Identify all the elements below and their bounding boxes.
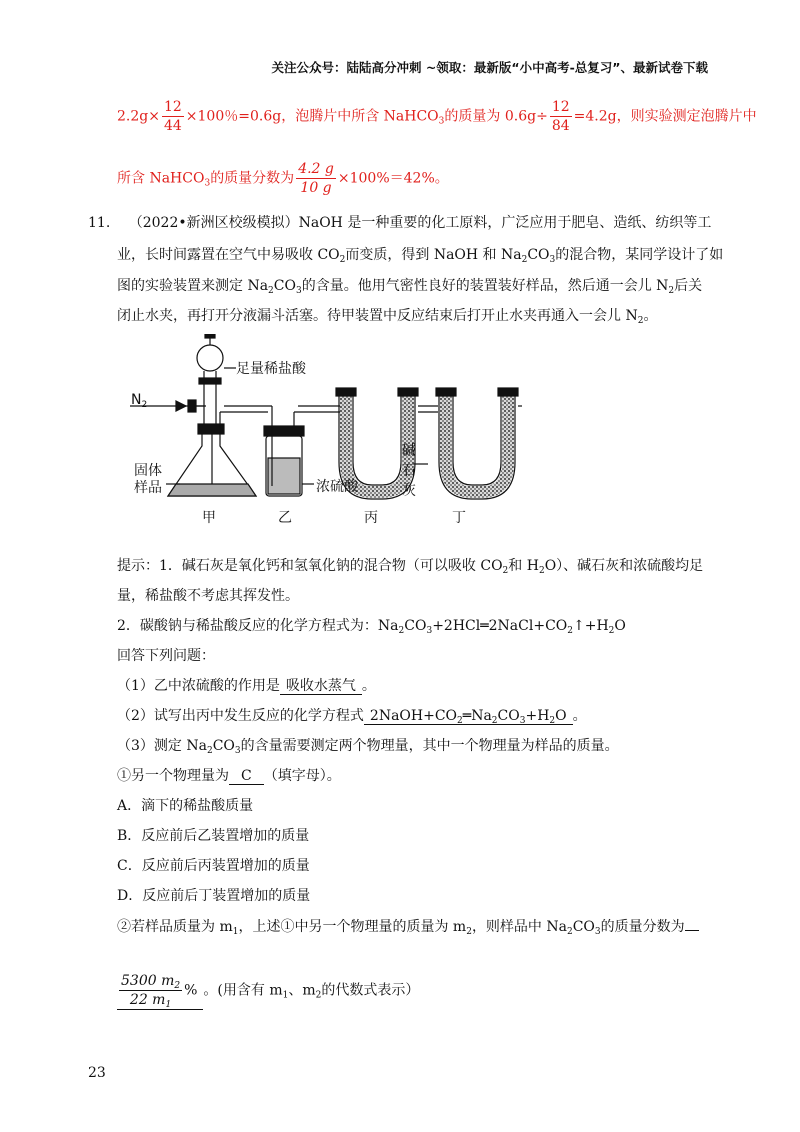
answer-blank: 吸收水蒸气 xyxy=(280,678,362,695)
h2so4-label: 浓硫酸 xyxy=(316,479,358,495)
n2-label: $N_2$ xyxy=(131,392,148,410)
option-a: A．滴下的稀盐酸质量 xyxy=(117,798,254,814)
sub-question-2: （2）试写出丙中发生反应的化学方程式 $2NaOH+CO_2═Na_2CO_3+H_2O$ 。 xyxy=(117,708,587,726)
hint-line: 量，稀盐酸不考虑其挥发性。 xyxy=(117,588,299,604)
answer-blank: $\frac{5300 m_2}{22 m_1}$ % xyxy=(117,972,203,1010)
sub-question-3-2: ②若样品质量为 $m_1$，上述①中另一个物理量的质量为 $m_2$，则样品中 $Na_2CO_3$的质量分数为 xyxy=(117,916,699,937)
answer-blank xyxy=(685,916,699,931)
sodalime-label-3: 灰 xyxy=(402,483,416,499)
question-paragraph: 11. （2022•新洲区校级模拟）NaOH 是一种重要的化工原料，广泛应用于肥皂、造纸、纺织等工 xyxy=(88,215,712,231)
hint-line: 提示：1．碱石灰是氧化钙和氢氧化钠的混合物（可以吸收 $CO_2$和 $H_2O$）、碱石灰和浓硫酸均足 xyxy=(117,558,704,576)
question-paragraph: 图的实验装置来测定 $Na_2CO_3$的含量。他用气密性良好的装置装好样品，然后通一会儿 $N_2$后关 xyxy=(117,278,703,296)
answer-blank: C xyxy=(229,768,264,785)
answers-intro: 回答下列问题： xyxy=(117,648,215,664)
question-paragraph: 业，长时间露置在空气中易吸收 $CO_2$而变质，得到 NaOH 和 $Na_2CO_3$的混合物，某同学设计了如 xyxy=(117,247,724,265)
question-paragraph: 闭止水夹，再打开分液漏斗活塞。待甲装置中反应结束后打开止水夹再通入一会儿 $N_2$。 xyxy=(117,308,658,326)
sub-question-1: （1）乙中浓硫酸的作用是 吸收水蒸气 。 xyxy=(117,678,376,694)
fraction: $\frac{12}{84}$ xyxy=(551,99,570,134)
apparatus-diagram xyxy=(128,334,522,530)
fraction: $\frac{4.2 g}{10 g}$ xyxy=(298,161,334,196)
answer-blank: $2NaOH+CO_2═Na_2CO_3+H_2O$ xyxy=(364,708,573,725)
option-b: B．反应前后乙装置增加的质量 xyxy=(117,828,310,844)
sample-label-1: 固体 xyxy=(134,463,162,479)
sub-question-3: （3）测定 $Na_2CO_3$的含量需要测定两个物理量，其中一个物理量为样品的质量。 xyxy=(117,738,619,756)
apparatus-label-yi: 乙 xyxy=(278,510,292,526)
fraction: $\frac{5300 m_2}{22 m_1}$ xyxy=(121,973,181,1010)
text: 2.2g× xyxy=(117,108,160,125)
hint-line: 2．碳酸钠与稀盐酸反应的化学方程式为：$Na_2CO_3+2HCl═2NaCl+CO_2↑+H_2O$ xyxy=(117,618,626,636)
apparatus-label-bing: 丙 xyxy=(364,510,378,526)
solution-line-1: 2.2g× $\frac{12}{44}$ ×100％=0.6g，泡腾片中所含 NaHCO$_3$的质量为 0.6g÷ $\frac{12}{84}$ =4.2g，则实验测定泡腾片中 xyxy=(117,99,757,134)
question-number: 11. xyxy=(88,215,111,231)
option-c: C．反应前后丙装置增加的质量 xyxy=(117,858,310,874)
sub-question-3-1: ①另一个物理量为 C （填字母）。 xyxy=(117,768,341,784)
apparatus-label-ding: 丁 xyxy=(452,510,466,526)
option-d: D．反应前后丁装置增加的质量 xyxy=(117,888,311,904)
page-number: 23 xyxy=(88,1065,106,1081)
apparatus-label-jia: 甲 xyxy=(202,510,216,526)
answer-formula: $\frac{5300 m_2}{22 m_1}$ % 。(用含有 $m_1$、$m_2$的代数式表示） xyxy=(117,972,419,1010)
arrow-icon xyxy=(176,401,186,411)
fraction: $\frac{12}{44}$ xyxy=(163,99,182,134)
solution-line-2: 所含 NaHCO$_3$的质量分数为 $\frac{4.2 g}{10 g}$ ×100%＝42%。 xyxy=(117,161,449,196)
sample-label-2: 样品 xyxy=(134,480,162,496)
acid-label: 足量稀盐酸 xyxy=(236,361,306,377)
page-header: 关注公众号：陆陆高分冲刺 ~领取：最新版“小中高考-总复习”、最新试卷下载 xyxy=(271,60,708,75)
sodalime-label-2: 石 xyxy=(402,463,416,479)
sodalime-label-1: 碱 xyxy=(402,443,416,459)
